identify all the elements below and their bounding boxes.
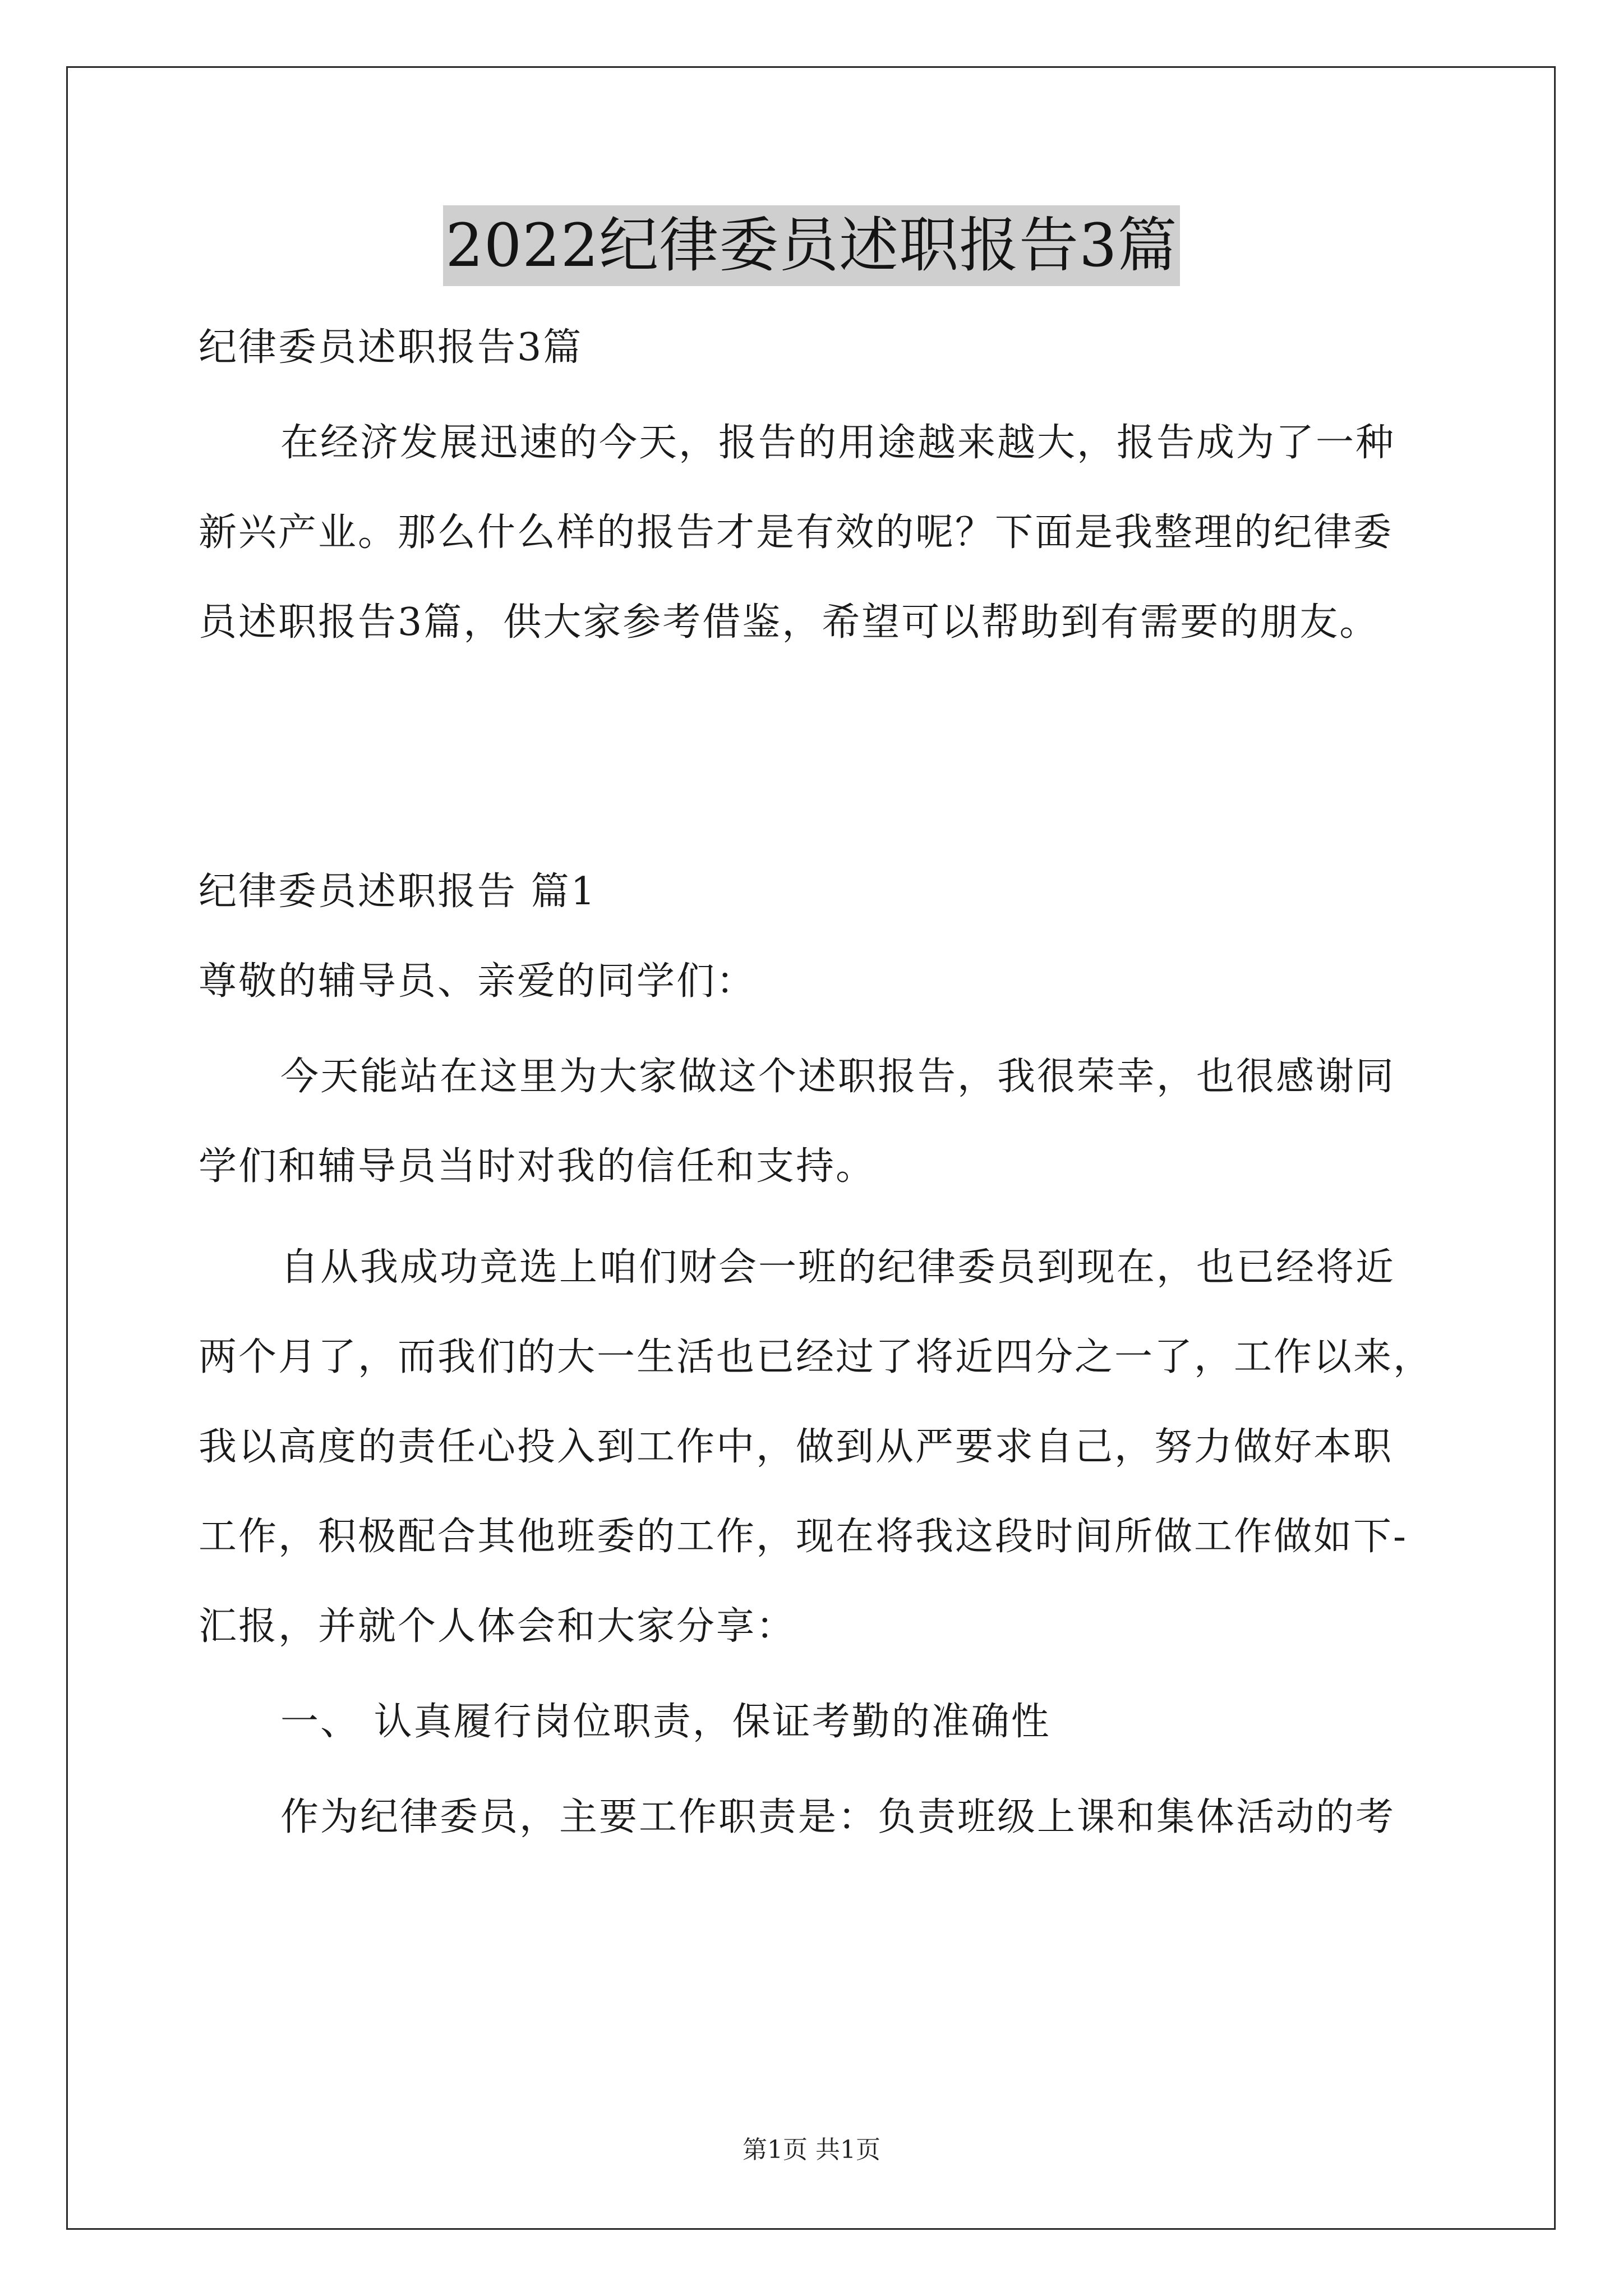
para2-line-2: 两个月了，而我们的大一生活也已经过了将近四分之一了，工作以来，	[199, 1335, 1433, 1379]
intro-line-1: 在经济发展迅速的今天，报告的用途越来越大，报告成为了一种	[280, 421, 1396, 465]
para1-line-1: 今天能站在这里为大家做这个述职报告，我很荣幸，也很感谢同	[280, 1055, 1396, 1099]
document-title: 2022纪律委员述职报告3篇	[443, 205, 1179, 286]
subtitle: 纪律委员述职报告3篇	[199, 325, 583, 370]
para1-line-2: 学们和辅导员当时对我的信任和支持。	[199, 1144, 876, 1189]
section-heading: 纪律委员述职报告 篇1	[199, 869, 597, 914]
page-footer: 第1页 共1页	[743, 2136, 880, 2164]
para2-line-5: 汇报，并就个人体会和大家分享：	[199, 1604, 796, 1649]
title-container	[0, 205, 1623, 286]
point-1-heading: 一、 认真履行岗位职责，保证考勤的准确性	[280, 1700, 1051, 1744]
para3-line-1: 作为纪律委员，主要工作职责是：负责班级上课和集体活动的考	[280, 1795, 1396, 1839]
para2-line-1: 自从我成功竞选上咱们财会一班的纪律委员到现在，也已经将近	[280, 1245, 1396, 1290]
intro-line-3: 员述职报告3篇，供大家参考借鉴，希望可以帮助到有需要的朋友。	[199, 600, 1380, 645]
intro-line-2: 新兴产业。那么什么样的报告才是有效的呢？下面是我整理的纪律委	[199, 510, 1394, 555]
para2-line-4: 工作，积极配合其他班委的工作，现在将我这段时间所做工作做如下-	[199, 1515, 1408, 1559]
salutation: 尊敬的辅导员、亲爱的同学们：	[199, 959, 757, 1004]
para2-line-3: 我以高度的责任心投入到工作中，做到从严要求自己，努力做好本职	[199, 1425, 1394, 1469]
